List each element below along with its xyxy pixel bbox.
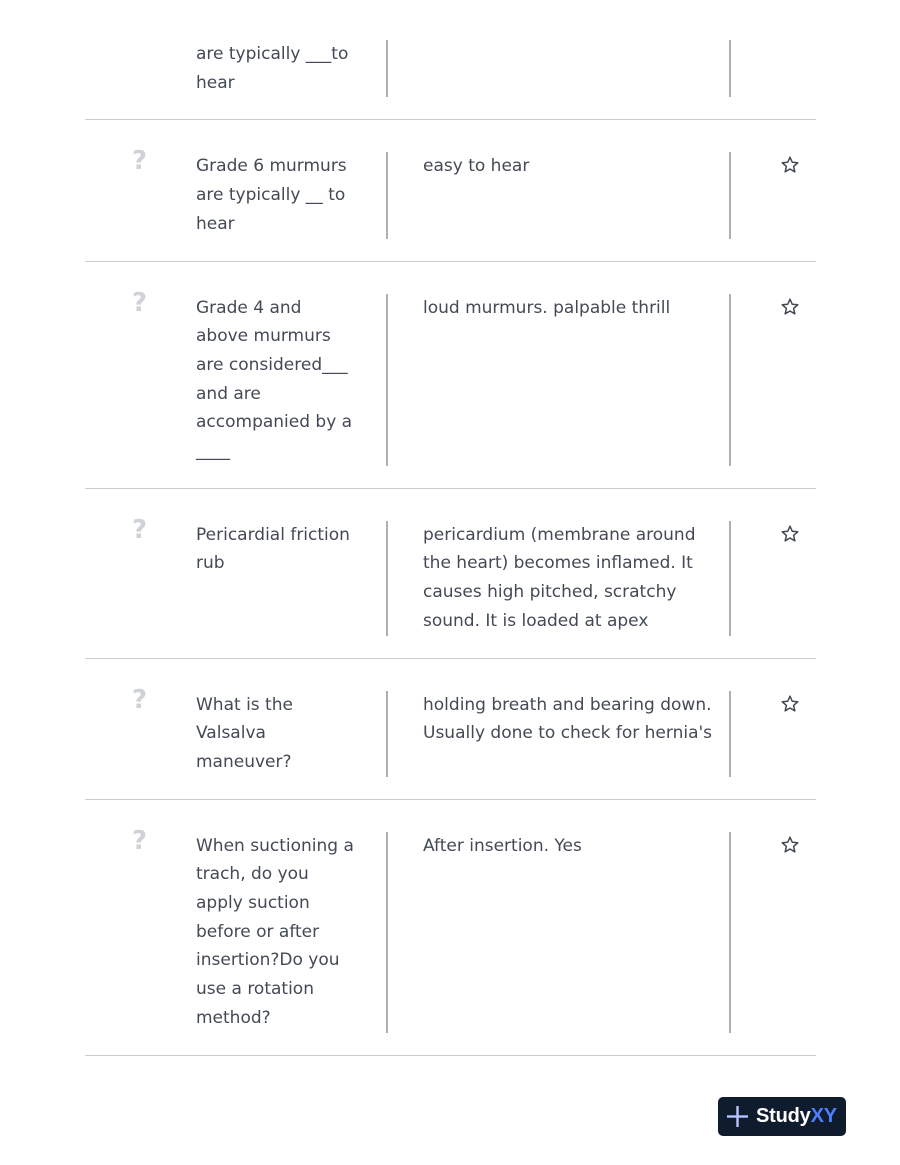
- term-text: Pericardial friction rub: [196, 524, 350, 574]
- term-cell: [196, 691, 388, 777]
- definition-cell: [388, 521, 731, 636]
- flashcard-table: [85, 0, 816, 1056]
- question-mark-icon: ?: [132, 684, 148, 715]
- flashcard-row: [85, 659, 816, 800]
- star-outline-icon[interactable]: [780, 155, 800, 175]
- flashcard-row: [85, 800, 816, 1056]
- definition-text: pericardium (membrane around the heart) becomes inflamed. It causes high pitched, scratchy sound. It is loaded at apex: [423, 524, 696, 631]
- term-cell: [196, 521, 388, 636]
- question-mark-icon: ?: [132, 825, 148, 856]
- term-cell: [196, 294, 388, 466]
- definition-cell: [388, 40, 731, 97]
- definition-text: easy to hear: [423, 156, 530, 177]
- question-mark-icon: ?: [132, 514, 148, 545]
- definition-cell: [388, 691, 731, 777]
- term-text: Grade 6 murmurs are typically __ to hear: [196, 156, 347, 234]
- logo-name-main: Study: [756, 1105, 811, 1127]
- question-mark-icon: ?: [132, 287, 148, 318]
- definition-text: holding breath and bearing down. Usually done to check for hernia's: [423, 694, 713, 744]
- definition-cell: [388, 832, 731, 1033]
- term-text: When suctioning a trach, do you apply suction before or after insertion?Do you use a rotation method?: [196, 835, 354, 1028]
- definition-text: loud murmurs. palpable thrill: [423, 297, 671, 318]
- flashcard-row: [85, 120, 816, 261]
- studyxy-logo[interactable]: [718, 1097, 846, 1136]
- logo-name-accent: XY: [810, 1105, 837, 1127]
- definition-text: After insertion. Yes: [423, 835, 582, 856]
- term-cell: [196, 832, 388, 1033]
- star-outline-icon[interactable]: [780, 835, 800, 855]
- plus-icon: [726, 1105, 749, 1128]
- flashcard-row: [85, 489, 816, 659]
- flashcard-row: [85, 0, 816, 120]
- star-outline-icon[interactable]: [780, 297, 800, 317]
- logo-wordmark: [756, 1105, 837, 1128]
- flashcard-row: [85, 262, 816, 489]
- question-mark-icon: ?: [132, 146, 148, 177]
- definition-cell: [388, 152, 731, 238]
- star-outline-icon[interactable]: [780, 694, 800, 714]
- term-text: What is the Valsalva maneuver?: [196, 694, 293, 772]
- star-outline-icon[interactable]: [780, 524, 800, 544]
- definition-cell: [388, 294, 731, 466]
- term-cell: [196, 40, 388, 97]
- term-cell: [196, 152, 388, 238]
- term-text: are typically ___to hear: [196, 44, 349, 93]
- term-text: Grade 4 and above murmurs are considered___ and are accompanied by a ____: [196, 297, 353, 462]
